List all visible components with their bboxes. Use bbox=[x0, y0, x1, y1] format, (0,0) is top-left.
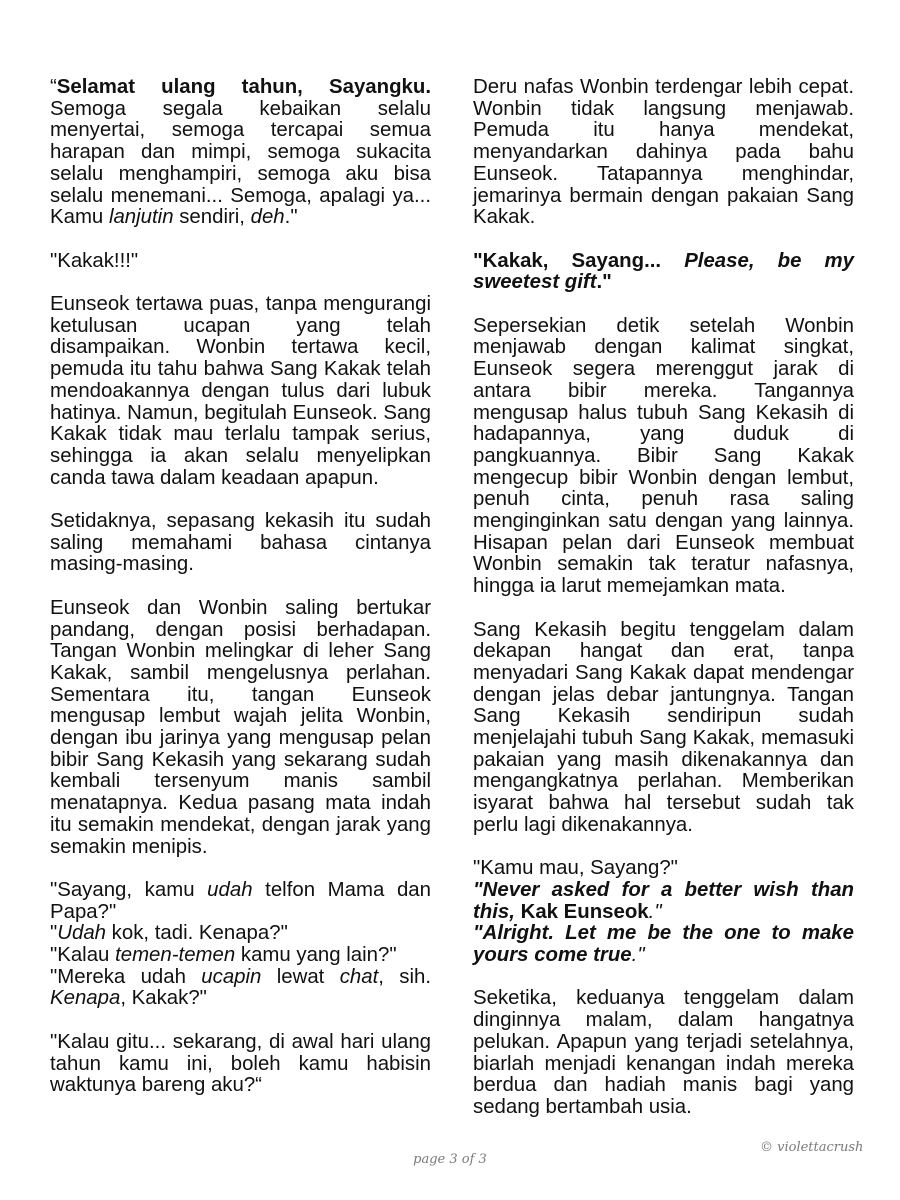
dialogue-kakak: "Kakak!!!" bbox=[50, 249, 139, 272]
paragraph-eunseok-laughs: Eunseok tertawa puas, tanpa mengurangi ketulusan ucapan yang telah disampaikan. Wonbin tertawa kecil, pemuda itu tahu bahwa Sang Kakak telah mendoakannya dengan tulus dari lubuk hatinya. Namun, begitulah Eunseok. Sang Kakak tidak mau terlalu tampak serius, sehingga ia akan selalu menyelipkan canda tawa dalam keadaan apapun. bbox=[50, 293, 431, 489]
wish-text-end: ." bbox=[284, 206, 298, 229]
italic-word: deh bbox=[250, 206, 285, 229]
right-column bbox=[473, 77, 854, 1140]
paragraph-birthday-wish bbox=[50, 77, 431, 229]
dialogue-sweetest-gift: "Kakak, Sayang... Please, be my sweetest gift." bbox=[473, 249, 855, 294]
open-quote: “ bbox=[50, 76, 57, 98]
paragraph-embrace: Sang Kekasih begitu tenggelam dalam dekapan hangat dan erat, tanpa menyadari Sang Kakak dapat mendengar dengan jelas debar jantungnya. Tangan Sang Kekasih sendiripun sudah menjelajahi tubuh Sang Kakak, memasuki pakaian yang masih dikenakannya dan mengangkatnya perlahan. Memberikan isyarat bahwa hal tersebut sudah tak perlu lagi dikenakannya. bbox=[473, 618, 854, 836]
dialogue-line: "Kamu mau, Sayang?" bbox=[473, 857, 678, 880]
paragraph-ending: Seketika, keduanya tenggelam dalam dinginnya malam, dalam hangatnya pelukan. Apapun yang terjadi setelahnya, biarlah menjadi kenangan indah mereka berdua dan hadiah manis bagi yang sedang bertambah usia. bbox=[473, 987, 854, 1118]
wish-text-mid: sendiri, bbox=[173, 206, 251, 229]
author-credit: © violettacrush bbox=[760, 1140, 864, 1155]
page-number: page 3 of 3 bbox=[413, 1152, 487, 1167]
paragraph-kiss: Sepersekian detik setelah Wonbin menjawab dengan kalimat singkat, Eunseok segera merenggut jarak di antara bibir mereka. Tangannya mengusap halus tubuh Sang Kekasih di hadapannya, yang duduk di pangkuannya. Bibir Sang Kakak mengecup bibir Wonbin dengan lembut, penuh cinta, penuh rasa saling menginginkan satu dengan yang lainnya. Hisapan pelan dari Eunseok membuat Wonbin semakin tak teratur nafasnya, hingga ia larut memejamkan mata. bbox=[473, 314, 854, 598]
wish-text: Semoga segala kebaikan selalu menyertai, semoga tercapai semua harapan dan mimpi, semoga sukacita selalu menghampiri, semoga aku bisa selalu menemani... Semoga, apalagi ya... Kamu bbox=[50, 97, 431, 229]
dialogue-line: "Udah kok, tadi. Kenapa?" bbox=[50, 922, 288, 945]
dialogue-line: "Kalau temen-temen kamu yang lain?" bbox=[50, 944, 397, 967]
paragraph-understanding: Setidaknya, sepasang kekasih itu sudah saling memahami bahasa cintanya masing-masing. bbox=[50, 510, 431, 576]
italic-word: lanjutin bbox=[108, 206, 174, 229]
dialogue-line: "Sayang, kamu udah telfon Mama dan Papa?" bbox=[50, 878, 431, 923]
birthday-greeting: Selamat ulang tahun, Sayangku. bbox=[56, 76, 431, 98]
dialogue-line: "Mereka udah ucapin lewat chat, sih. Kenapa, Kakak?" bbox=[50, 965, 431, 1010]
paragraph-wonbin-breath: Deru nafas Wonbin terdengar lebih cepat. Wonbin tidak langsung menjawab. Pemuda itu hanya mendekat, menyandarkan dahinya pada bahu Eunseok. Tatapannya menghindar, jemarinya bermain dengan pakaian Sang Kakak. bbox=[473, 76, 854, 229]
paragraph-gaze: Eunseok dan Wonbin saling bertukar pandang, dengan posisi berhadapan. Tangan Wonbin melingkar di leher Sang Kakak, sambil mengelusnya perlahan. Sementara itu, tangan Eunseok mengusap lembut wajah jelita Wonbin, dengan ibu jarinya yang mengusap pelan bibir Sang Kekasih yang sekarang sudah kembali tersenyum manis sambil menatapnya. Kedua pasang mata indah itu semakin mendekat, dengan jarak yang semakin menipis. bbox=[50, 596, 431, 858]
dialogue-better-wish: "Never asked for a better wish than this, Kak Eunseok." bbox=[473, 878, 854, 923]
dialogue-alright: "Alright. Let me be the one to make yours come true." bbox=[473, 922, 854, 967]
dialogue-invitation: "Kalau gitu... sekarang, di awal hari ulang tahun kamu ini, boleh kamu habisin waktunya bareng aku?“ bbox=[50, 1030, 431, 1097]
left-column bbox=[50, 77, 431, 1119]
